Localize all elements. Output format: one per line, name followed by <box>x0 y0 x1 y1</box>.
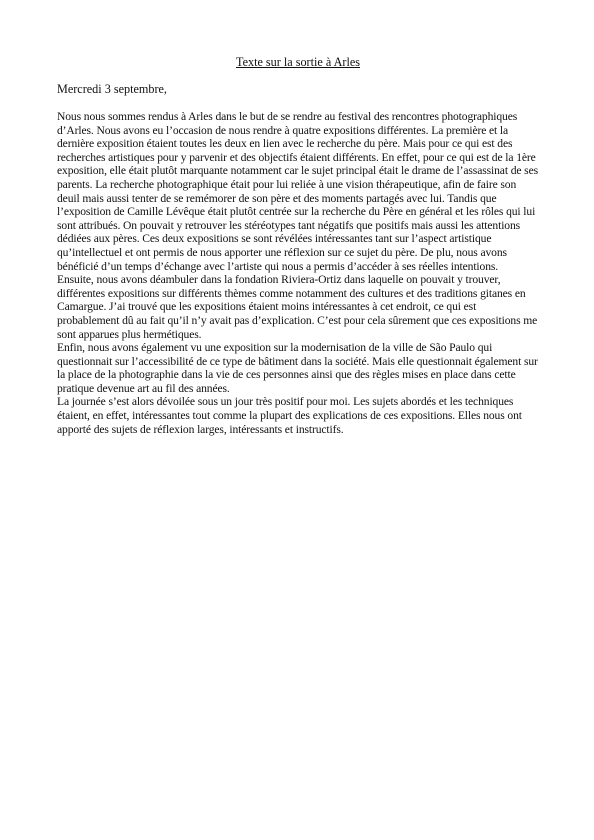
document-date: Mercredi 3 septembre, <box>57 82 167 96</box>
paragraph-4: La journée s’est alors dévoilée sous un jour très positif pour moi. Les sujets abordés et les techniques étaient, en effet, intéressantes tout comme la plupart des explications de ces expositions. Elles nous ont apporté des sujets de réflexion larges, intéressants et instructifs. <box>57 395 522 436</box>
document-page <box>57 55 539 436</box>
document-title: Texte sur la sortie à Arles <box>235 55 361 69</box>
paragraph-3: Enfin, nous avons également vu une exposition sur la modernisation de la ville de São Paulo qui questionnait sur l’accessibilité de ce type de bâtiment dans la société. Mais elle questionnait également sur la place de la photographie dans la vie de ces personnes ainsi que des règles mises en place dans cette pratique devenue art au fil des années. <box>57 341 538 395</box>
paragraph-2: Ensuite, nous avons déambuler dans la fondation Riviera-Ortiz dans laquelle on pouvait y trouver, différentes expositions sur différents thèmes comme notamment des cultures et des traditions gitanes en Camargue. J’ai trouvé que les expositions étaient moins intéressantes à cet endroit, ce qui est probablement dû au fait qu’il n’y avait pas d’explication. C’est pour cela sûrement que ces expositions me sont apparues plus hermétiques. <box>57 273 538 341</box>
document-body <box>57 110 539 436</box>
paragraph-1: Nous nous sommes rendus à Arles dans le but de se rendre au festival des rencontres photographiques d’Arles. Nous avons eu l’occasion de nous rendre à quatre expositions différentes. La première et la dernière exposition étaient toutes les deux en lien avec le recherche du père. Mais pour ce qui est des recherches artistiques pour y parvenir et des objectifs étaient différents. En effet, pour ce qui est de la 1ère exposition, elle était plutôt marquante notamment car le sujet principal était le drame de l’assassinat de ses parents. La recherche photographique était pour lui reliée à une vision thérapeutique, afin de faire son deuil mais aussi tenter de se remémorer de son père et des moments partagés avec lui. Tandis que l’exposition de Camille Lévêque était plutôt centrée sur la recherche du Père en général et les rôles qui lui sont attribués. On pouvait y retrouver les stéréotypes tant négatifs que positifs mais aussi les attentions dédiées aux pères. Ces deux expositions se sont révélées intéressantes tant sur l’aspect artistique qu’intellectuel et ont permis de nous apporter une réflexion sur ce sujet du père. De plu, nous avons bénéficié d’un temps d’échange avec l’artiste qui nous a permis d’accéder à ses réelles intentions. <box>57 110 538 273</box>
